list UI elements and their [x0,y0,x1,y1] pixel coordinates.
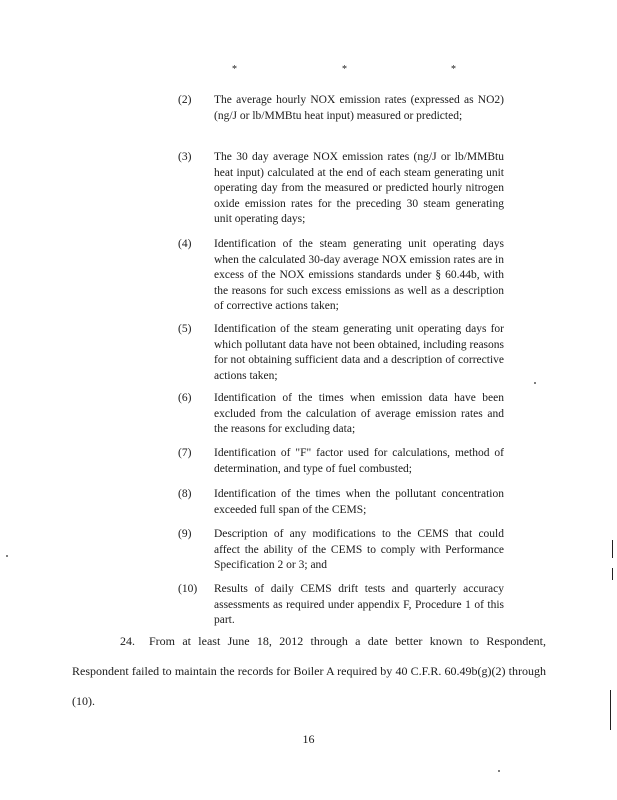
separator-star: * [342,64,347,75]
separator-star: * [451,64,456,75]
numbered-paragraph [72,626,546,716]
scan-mark [610,690,611,730]
list-item-number: (4) [178,238,192,250]
list-item-text: The average hourly NOX emission rates (expressed as NO2) (ng/J or lb/MMBtu heat input) measured or predicted; [214,94,504,122]
list-item-number: (9) [178,528,192,540]
list-item-text: Identification of the times when emission data have been excluded from the calculation of average emission rates and the reasons for excluding data; [214,392,504,435]
list-item-text: Identification of the steam generating unit operating days when the calculated 30-day average NOX emission rates are in excess of the NOX emissions standards under § 60.44b, with the reasons for such excess emissions as well as a description of corrective actions taken; [214,238,504,312]
list-item-number: (6) [178,392,192,404]
scan-mark [612,540,613,558]
scan-mark [612,568,613,580]
separator-star: * [232,64,237,75]
list-item-text: Identification of the times when the pollutant concentration exceeded full span of the CEMS; [214,488,504,516]
list-item-number: (3) [178,151,192,163]
list-item-number: (5) [178,323,192,335]
list-item-number: (7) [178,447,192,459]
list-item-text: Results of daily CEMS drift tests and quarterly accuracy assessments as required under appendix F, Procedure 1 of this part. [214,583,504,626]
page-number: 16 [302,732,315,746]
list-item-text: Identification of the steam generating unit operating days for which pollutant data have not been obtained, including reasons for not obtaining sufficient data and a description of corrective actions taken; [214,323,504,382]
section-separator [0,64,617,76]
list-item-text: Description of any modifications to the CEMS that could affect the ability of the CEMS to comply with Performance Specification 2 or 3; and [214,528,504,571]
list-item-number: (8) [178,488,192,500]
list-item-number: (10) [178,583,198,595]
paragraph-number: 24. [120,634,135,648]
paragraph-text: From at least June 18, 2012 through a date better known to Respondent, Respondent failed to maintain the records for Boiler A required by 40 C.F.R. 60.49b(g)(2) through (10). [72,634,546,708]
scan-speck [6,555,8,557]
scan-speck [534,382,536,384]
list-item-text: Identification of "F" factor used for calculations, method of determination, and type of fuel combusted; [214,447,504,475]
scan-speck [498,770,500,772]
list-item-number: (2) [178,94,192,106]
list-item-text: The 30 day average NOX emission rates (ng/J or lb/MMBtu heat input) calculated at the end of each steam generating unit operating day from the measured or predicted hourly nitrogen oxide emission rates for the preceding 30 steam generating unit operating days; [214,151,504,225]
